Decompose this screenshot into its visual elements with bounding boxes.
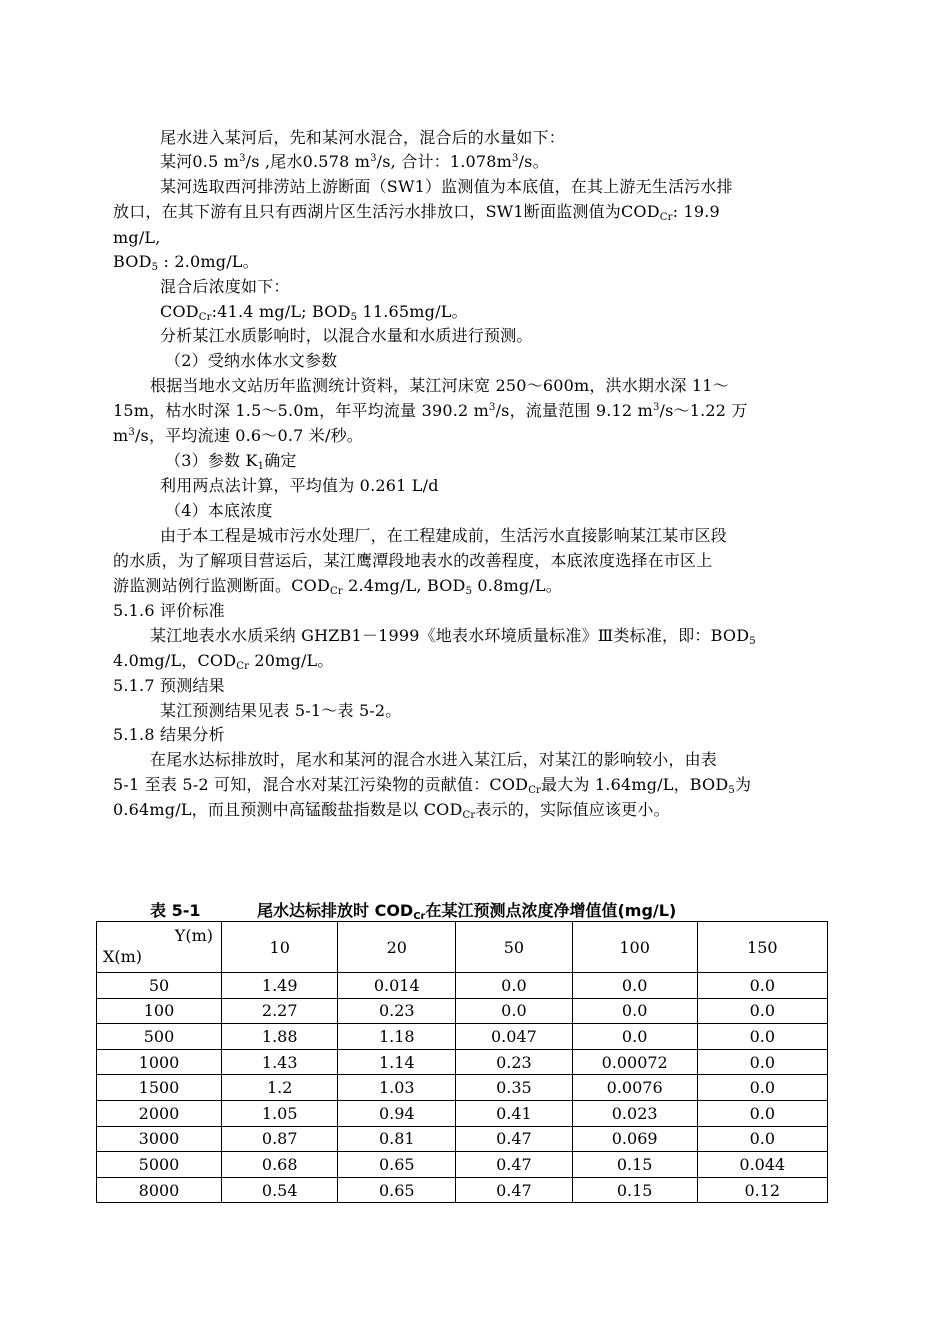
table-cell: 0.35 bbox=[456, 1075, 573, 1101]
table-cell: 1.88 bbox=[222, 1024, 338, 1050]
paragraph-background-line3: mg/L, bbox=[113, 228, 161, 247]
row-x-value: 100 bbox=[97, 998, 222, 1024]
table-cell: 0.47 bbox=[456, 1177, 573, 1203]
paragraph-mixed-values: $COD_{Cr}:41.4$ mg/L; $BOD_5$ 11.65mg/L。 bbox=[160, 302, 468, 323]
column-header: 50 bbox=[456, 922, 573, 973]
table-cell: 0.54 bbox=[222, 1177, 338, 1203]
table-row bbox=[97, 1100, 828, 1126]
table-row bbox=[97, 1177, 828, 1203]
table-title: 尾水达标排放时 $COD_{Cr}$在某江预测点浓度净增值值(mg/L) bbox=[257, 901, 677, 922]
paragraph-flow-values: 某河0.5 $m^3/s$ ,尾水0.578 $m^3/s$, 合计：$1.078m^3/s$。 bbox=[160, 152, 549, 171]
paragraph-hydrology-line2: 15m，枯水时深 1.5～5.0m，年平均流量 390.2 $m^3/s$，流量范围 9.12 $m^3/s\sim 1.22$ 万 bbox=[113, 401, 748, 420]
section-heading-5-1-6: 5.1.6 评价标准 bbox=[113, 601, 225, 620]
table-corner-cell bbox=[97, 922, 222, 973]
row-x-value: 50 bbox=[97, 973, 222, 999]
table-row bbox=[97, 1075, 828, 1101]
paragraph-k1-value: 利用两点法计算，平均值为 0.261 L/d bbox=[160, 476, 439, 495]
table-cell: 1.03 bbox=[338, 1075, 456, 1101]
table-cell: 0.94 bbox=[338, 1100, 456, 1126]
table-cell: 2.27 bbox=[222, 998, 338, 1024]
row-x-value: 2000 bbox=[97, 1100, 222, 1126]
table-cell: 0.81 bbox=[338, 1126, 456, 1152]
paragraph-analysis-line1: 在尾水达标排放时，尾水和某河的混合水进入某江后，对某江的影响较小，由表 bbox=[150, 750, 718, 769]
table-cell: 0.87 bbox=[222, 1126, 338, 1152]
table-cell: 0.68 bbox=[222, 1152, 338, 1178]
table-cell: 0.023 bbox=[572, 1100, 697, 1126]
table-cell: 0.0 bbox=[697, 973, 827, 999]
column-header: 150 bbox=[697, 922, 827, 973]
row-x-value: 3000 bbox=[97, 1126, 222, 1152]
heading-background-concentration: （4）本底浓度 bbox=[165, 501, 273, 520]
table-cell: 0.47 bbox=[456, 1152, 573, 1178]
column-header: 10 bbox=[222, 922, 338, 973]
concentration-table bbox=[96, 921, 828, 1203]
table-row bbox=[97, 973, 828, 999]
table-cell: 0.0 bbox=[697, 998, 827, 1024]
paragraph-hydrology-line3: $m^3/s$，平均流速 0.6～0.7 米/秒。 bbox=[113, 426, 363, 445]
heading-hydrology: （2）受纳水体水文参数 bbox=[165, 351, 338, 370]
table-cell: 0.069 bbox=[572, 1126, 697, 1152]
paragraph-concentration-line2: 的水质，为了解项目营运后，某江鹰潭段地表水的改善程度，本底浓度选择在市区上 bbox=[113, 551, 713, 570]
table-row bbox=[97, 1049, 828, 1075]
row-x-value: 1000 bbox=[97, 1049, 222, 1075]
table-cell: 0.044 bbox=[697, 1152, 827, 1178]
table-row bbox=[97, 1126, 828, 1152]
paragraph-concentration-line3: 游监测站例行监测断面。$COD_{Cr}$ 2.4mg/L, $BOD_5$ 0.8mg/L。 bbox=[113, 576, 562, 597]
table-cell: 0.0 bbox=[572, 1024, 697, 1050]
table-cell: 0.014 bbox=[338, 973, 456, 999]
table-cell: 1.18 bbox=[338, 1024, 456, 1050]
table-cell: 0.12 bbox=[697, 1177, 827, 1203]
table-cell: 1.05 bbox=[222, 1100, 338, 1126]
table-cell: 0.0 bbox=[572, 973, 697, 999]
table-cell: 0.65 bbox=[338, 1177, 456, 1203]
section-heading-5-1-8: 5.1.8 结果分析 bbox=[113, 725, 225, 744]
table-cell: 0.0 bbox=[456, 973, 573, 999]
row-x-value: 5000 bbox=[97, 1152, 222, 1178]
table-cell: 0.00072 bbox=[572, 1049, 697, 1075]
paragraph-analysis: 分析某江水质影响时，以混合水量和水质进行预测。 bbox=[160, 326, 533, 345]
table-cell: 1.14 bbox=[338, 1049, 456, 1075]
paragraph-results-ref: 某江预测结果见表 5-1～表 5-2。 bbox=[160, 701, 402, 720]
paragraph-analysis-line2: 5-1 至表 5-2 可知，混合水对某江污染物的贡献值：$COD_{Cr}$最大为 1.64mg/L，$BOD_5$为 bbox=[113, 775, 752, 796]
table-cell: 0.15 bbox=[572, 1152, 697, 1178]
table-cell: 0.0 bbox=[456, 998, 573, 1024]
heading-k1: （3）参数 $K_1$确定 bbox=[165, 451, 297, 472]
table-caption bbox=[0, 898, 950, 920]
paragraph-analysis-line3: 0.64mg/L，而且预测中高锰酸盐指数是以 $COD_{Cr}$表示的，实际值应该更小。 bbox=[113, 800, 670, 821]
table-cell: 0.0076 bbox=[572, 1075, 697, 1101]
table-row bbox=[97, 1152, 828, 1178]
row-x-value: 8000 bbox=[97, 1177, 222, 1203]
table-cell: 0.0 bbox=[697, 1100, 827, 1126]
section-heading-5-1-7: 5.1.7 预测结果 bbox=[113, 676, 225, 695]
table-cell: 1.2 bbox=[222, 1075, 338, 1101]
table-cell: 0.0 bbox=[697, 1126, 827, 1152]
table-cell: 0.0 bbox=[697, 1024, 827, 1050]
row-x-value: 1500 bbox=[97, 1075, 222, 1101]
table-row bbox=[97, 1024, 828, 1050]
table-cell: 0.47 bbox=[456, 1126, 573, 1152]
corner-y-label: Y(m) bbox=[174, 926, 213, 945]
paragraph-concentration-line1: 由于本工程是城市污水处理厂，在工程建成前，生活污水直接影响某江某市区段 bbox=[160, 526, 728, 545]
table-cell: 0.15 bbox=[572, 1177, 697, 1203]
table-cell: 1.43 bbox=[222, 1049, 338, 1075]
paragraph-background-line1: 某河选取西河排涝站上游断面（SW1）监测值为本底值，在其上游无生活污水排 bbox=[160, 177, 733, 196]
corner-x-label: X(m) bbox=[103, 947, 143, 966]
table-cell: 0.047 bbox=[456, 1024, 573, 1050]
table-cell: 0.23 bbox=[338, 998, 456, 1024]
paragraph-mixing-intro: 尾水进入某河后，先和某河水混合，混合后的水量如下： bbox=[160, 128, 566, 147]
column-header: 100 bbox=[572, 922, 697, 973]
table-cell: 1.49 bbox=[222, 973, 338, 999]
table-header-row bbox=[97, 922, 828, 973]
column-header: 20 bbox=[338, 922, 456, 973]
paragraph-background-line2: 放口，在其下游有且只有西湖片区生活污水排放口，SW1断面监测值为$COD_{Cr}$: 19.9 bbox=[113, 202, 720, 223]
paragraph-background-line4: $BOD_5$ : 2.0mg/L。 bbox=[113, 252, 259, 273]
row-x-value: 500 bbox=[97, 1024, 222, 1050]
paragraph-standard-line2: 4.0mg/L，$COD_{Cr}$ 20mg/L。 bbox=[113, 651, 334, 672]
table-cell: 0.0 bbox=[697, 1075, 827, 1101]
table-cell: 0.23 bbox=[456, 1049, 573, 1075]
table-cell: 0.41 bbox=[456, 1100, 573, 1126]
paragraph-mixed-label: 混合后浓度如下： bbox=[160, 277, 290, 296]
table-cell: 0.0 bbox=[697, 1049, 827, 1075]
table-label: 表 5-1 bbox=[150, 901, 201, 920]
table-cell: 0.0 bbox=[572, 998, 697, 1024]
table-cell: 0.65 bbox=[338, 1152, 456, 1178]
table-row bbox=[97, 998, 828, 1024]
paragraph-hydrology-line1: 根据当地水文站历年监测统计资料，某江河床宽 250～600m，洪水期水深 11～ bbox=[150, 376, 729, 395]
paragraph-standard-line1: 某江地表水水质采纳 GHZB1－1999《地表水环境质量标准》Ⅲ类标准，即：$BOD_5$ bbox=[150, 626, 756, 647]
